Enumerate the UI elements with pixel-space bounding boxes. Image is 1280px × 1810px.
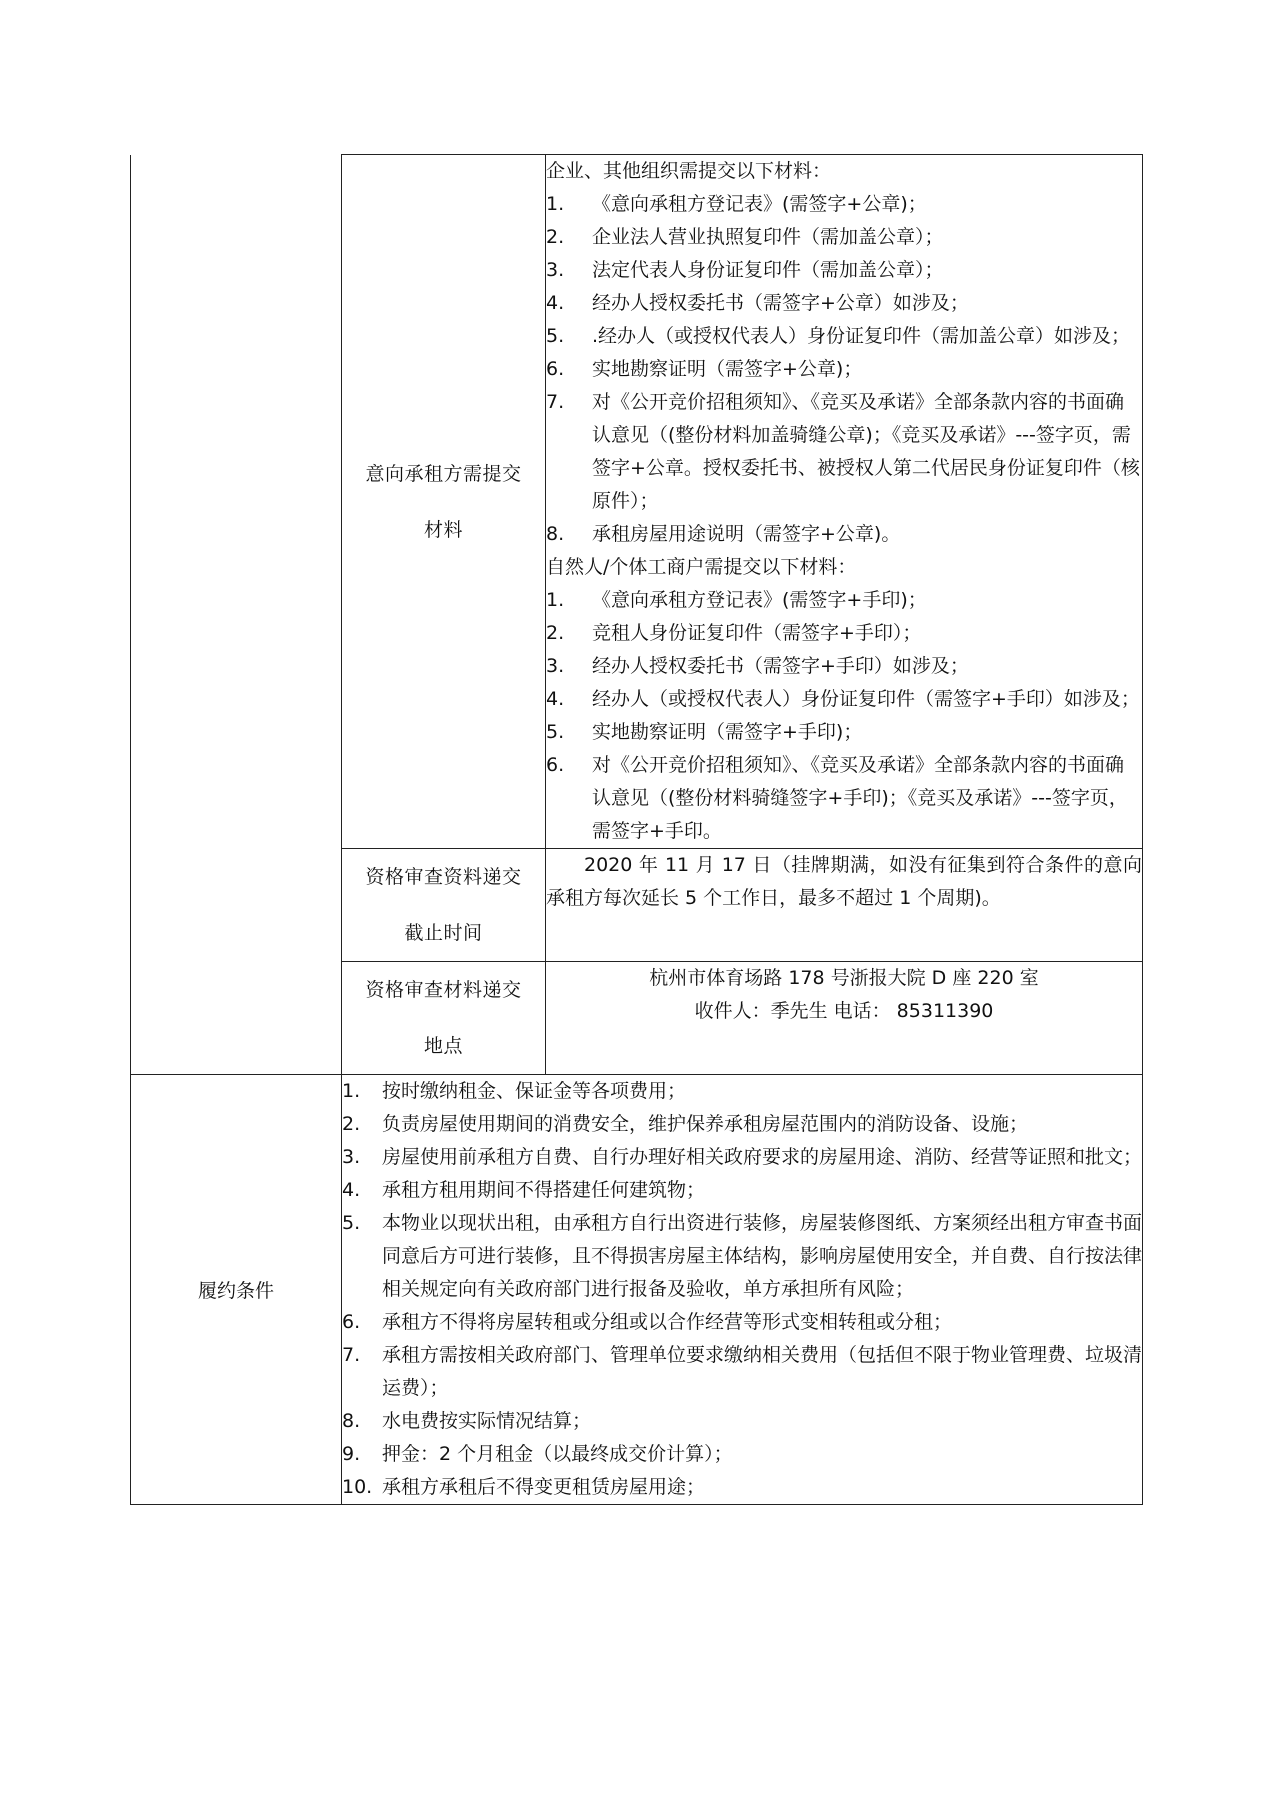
materials-content-cell [546, 155, 1143, 849]
item-number: 4. [546, 688, 565, 710]
item-text: 经办人授权委托书（需签字+公章）如涉及； [592, 292, 969, 314]
list-item [342, 1108, 1142, 1141]
item-number: 5. [546, 721, 565, 743]
item-text: 经办人（或授权代表人）身份证复印件（需签字+手印）如涉及； [592, 688, 1140, 710]
materials-label-cell [342, 155, 546, 849]
item-text: 经办人授权委托书（需签字+手印）如涉及； [592, 655, 969, 677]
list-item [546, 617, 1142, 650]
materials-row [131, 155, 1143, 849]
item-number: 6. [546, 754, 565, 776]
item-text: 房屋使用前承租方自费、自行办理好相关政府要求的房屋用途、消防、经营等证照和批文； [382, 1146, 1143, 1168]
list-item [342, 1075, 1142, 1108]
item-number: 8. [546, 523, 565, 545]
item-number: 6. [546, 358, 565, 380]
item-number: 2. [546, 226, 565, 248]
item-text: 实地勘察证明（需签字+公章)； [592, 358, 863, 380]
list-item [546, 353, 1142, 386]
list-item [342, 1141, 1142, 1174]
individual-list [546, 584, 1142, 848]
deadline-text: 2020 年 11 月 17 日（挂牌期满，如没有征集到符合条件的意向承租方每次延长 5 个工作日，最多不超过 1 个周期)。 [546, 849, 1143, 962]
list-item [546, 221, 1142, 254]
continued-category-cell [131, 155, 342, 1075]
item-number: 8. [342, 1410, 361, 1432]
delivery-address: 杭州市体育场路 178 号浙报大院 D 座 220 室 [649, 967, 1039, 989]
item-number: 4. [546, 292, 565, 314]
address-label-cell [342, 962, 546, 1075]
deadline-label-cell [342, 849, 546, 962]
item-text: 实地勘察证明（需签字+手印)； [592, 721, 863, 743]
fulfilment-content-cell [342, 1075, 1143, 1505]
item-number: 4. [342, 1179, 361, 1201]
list-item [546, 386, 1142, 518]
address-label-line1: 资格审查材料递交 [365, 979, 522, 1001]
item-number: 1. [546, 589, 565, 611]
materials-label-line2: 材料 [423, 518, 463, 541]
item-text: 本物业以现状出租，由承租方自行出资进行装修，房屋装修图纸、方案须经出租方审查书面同意后方可进行装修，且不得损害房屋主体结构，影响房屋使用安全，并自费、自行按法律相关规定向有关政府部门进行报备及验收，单方承担所有风险； [382, 1212, 1143, 1300]
list-item [546, 650, 1142, 683]
item-text: 企业法人营业执照复印件（需加盖公章）； [592, 226, 944, 248]
item-number: 1. [546, 193, 565, 215]
address-label-line2: 地点 [423, 1035, 463, 1057]
fulfilment-label-cell [131, 1075, 342, 1505]
list-item [546, 683, 1142, 716]
materials-label-line1: 意向承租方需提交 [365, 462, 522, 485]
list-item [342, 1471, 1142, 1504]
item-text: 《意向承租方登记表》(需签字+手印)； [592, 589, 927, 611]
enterprise-list [546, 188, 1142, 551]
item-text: 负责房屋使用期间的消费安全，维护保养承租房屋范围内的消防设备、设施； [382, 1113, 1029, 1135]
item-number: 7. [342, 1344, 361, 1366]
item-number: 3. [546, 655, 565, 677]
list-item [342, 1339, 1142, 1405]
item-number: 5. [342, 1212, 361, 1234]
item-number: 3. [546, 259, 565, 281]
list-item [342, 1174, 1142, 1207]
individual-heading: 自然人/个体工商户需提交以下材料： [546, 556, 857, 578]
list-item [546, 518, 1142, 551]
list-item [342, 1405, 1142, 1438]
item-text: 承租方不得将房屋转租或分组或以合作经营等形式变相转租或分租； [382, 1311, 953, 1333]
item-number: 6. [342, 1311, 361, 1333]
deadline-label-line2: 截止时间 [404, 922, 483, 944]
list-item [546, 188, 1142, 221]
recipient-contact: 收件人：季先生 电话： 85311390 [694, 1000, 994, 1022]
list-item [342, 1207, 1142, 1306]
item-number: 9. [342, 1443, 361, 1465]
item-text: 押金：2 个月租金（以最终成交价计算）； [382, 1443, 733, 1465]
item-text: 对《公开竞价招租须知》、《竞买及承诺》全部条款内容的书面确认意见（(整份材料骑缝签字+手印)；《竞买及承诺》---签字页，需签字+手印。 [592, 754, 1128, 842]
fulfilment-row [131, 1075, 1143, 1505]
item-text: 承租方需按相关政府部门、管理单位要求缴纳相关费用（包括但不限于物业管理费、垃圾清运费）； [382, 1344, 1143, 1399]
item-number: 1. [342, 1080, 361, 1102]
item-text: 承租房屋用途说明（需签字+公章)。 [592, 523, 901, 545]
item-number: 10. [342, 1476, 373, 1498]
item-text: 竞租人身份证复印件（需签字+手印）； [592, 622, 922, 644]
fulfilment-label: 履约条件 [197, 1280, 274, 1302]
item-text: 《意向承租方登记表》(需签字+公章)； [592, 193, 927, 215]
item-text: 承租方租用期间不得搭建任何建筑物； [382, 1179, 706, 1201]
address-content-cell [546, 962, 1143, 1075]
list-item [546, 716, 1142, 749]
list-item [546, 584, 1142, 617]
requirements-table [130, 154, 1143, 1505]
list-item [546, 254, 1142, 287]
item-text: 按时缴纳租金、保证金等各项费用； [382, 1080, 687, 1102]
list-item [546, 320, 1142, 353]
list-item [546, 287, 1142, 320]
item-number: 2. [546, 622, 565, 644]
fulfilment-list [342, 1075, 1142, 1504]
deadline-label-line1: 资格审查资料递交 [365, 866, 522, 888]
list-item [546, 749, 1142, 848]
item-text: 承租方承租后不得变更租赁房屋用途； [382, 1476, 706, 1498]
list-item [342, 1438, 1142, 1471]
item-text: .经办人（或授权代表人）身份证复印件（需加盖公章）如涉及； [592, 325, 1131, 347]
enterprise-heading: 企业、其他组织需提交以下材料： [546, 160, 832, 182]
item-text: 法定代表人身份证复印件（需加盖公章）； [592, 259, 944, 281]
item-number: 2. [342, 1113, 361, 1135]
item-text: 水电费按实际情况结算； [382, 1410, 592, 1432]
item-number: 7. [546, 391, 565, 413]
item-text: 对《公开竞价招租须知》、《竞买及承诺》全部条款内容的书面确认意见（(整份材料加盖骑缝公章)；《竞买及承诺》---签字页，需签字+公章。授权委托书、被授权人第二代居民身份证复印件（核原件）； [592, 391, 1140, 512]
item-number: 5. [546, 325, 565, 347]
list-item [342, 1306, 1142, 1339]
item-number: 3. [342, 1146, 361, 1168]
